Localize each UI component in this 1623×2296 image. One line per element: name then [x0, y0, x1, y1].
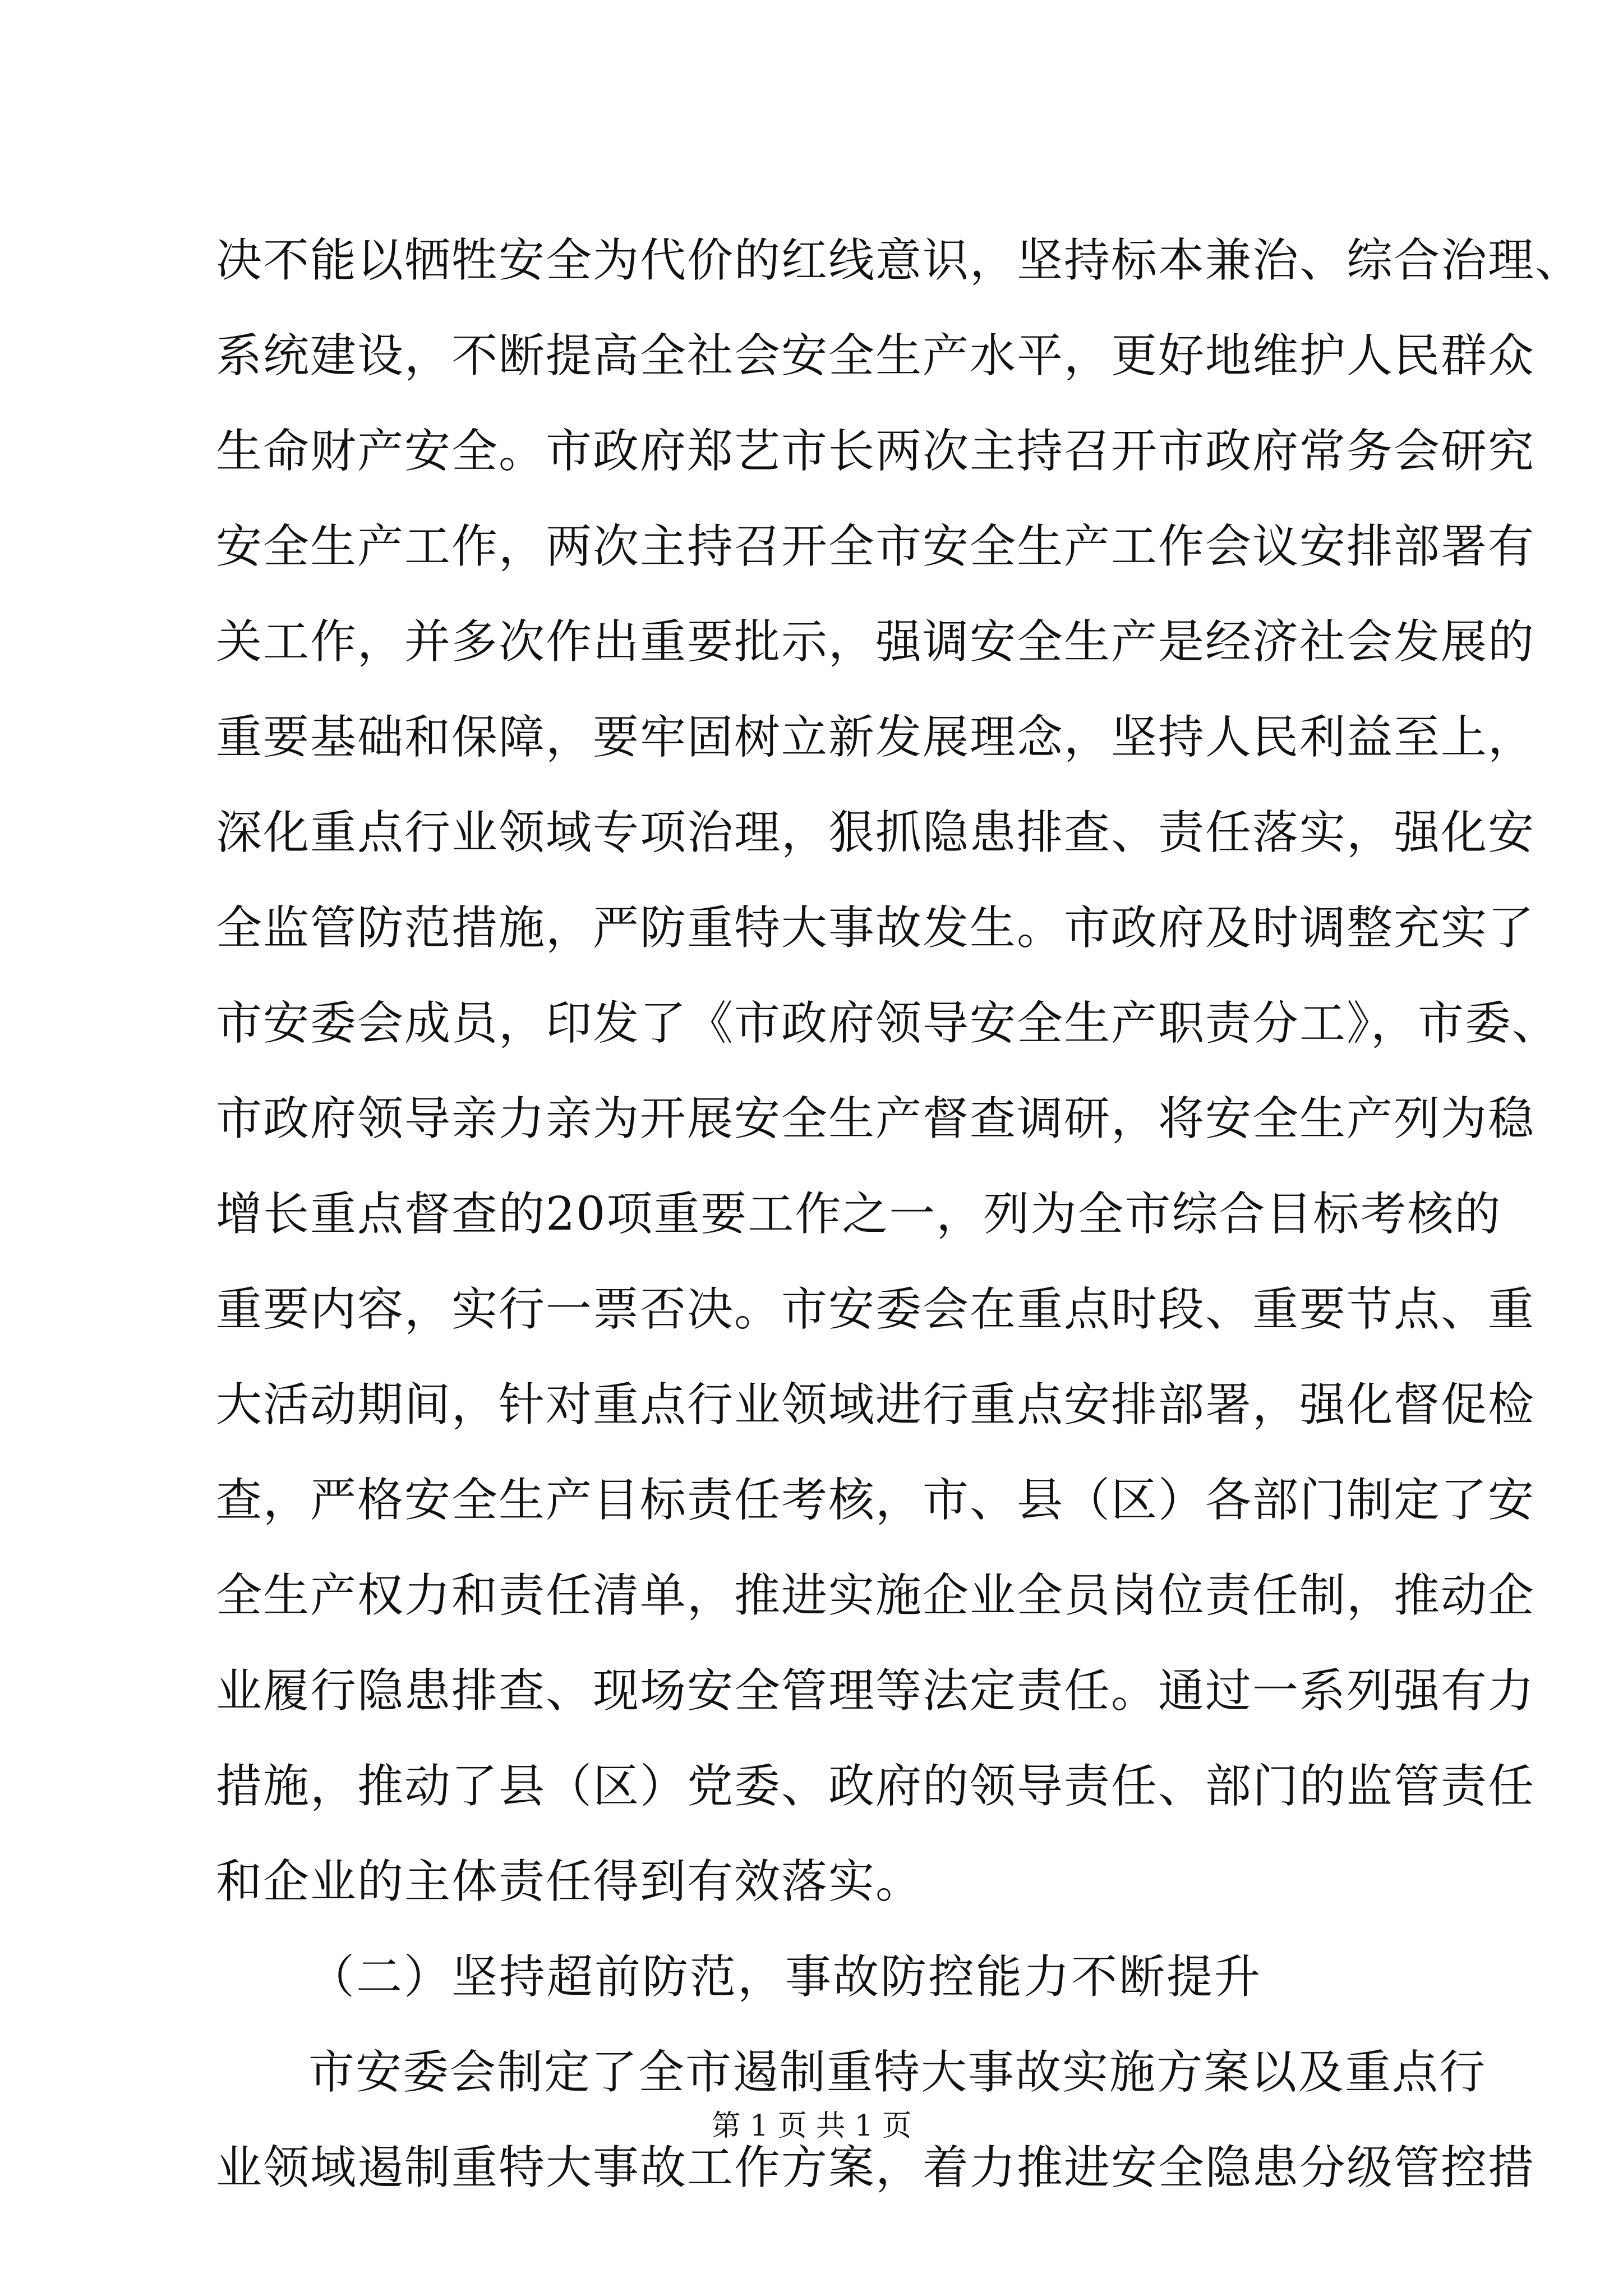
- paragraph-line: 重要基础和保障，要牢固树立新发展理念，坚持人民利益至上，: [216, 711, 1536, 764]
- paragraph-line: 业履行隐患排查、现场安全管理等法定责任。通过一系列强有力: [216, 1664, 1536, 1718]
- paragraph-line: 查，严格安全生产目标责任考核，市、县（区）各部门制定了安: [216, 1474, 1536, 1527]
- paragraph-line: 关工作，并多次作出重要批示，强调安全生产是经济社会发展的: [216, 615, 1536, 669]
- paragraph-line: 和企业的主体责任得到有效落实。: [216, 1855, 923, 1908]
- page-footer: 第 1 页 共 1 页: [711, 2109, 912, 2143]
- paragraph-line: 市安委会成员，印发了《市政府领导安全生产职责分工》，市委、: [216, 997, 1560, 1050]
- paragraph-line: 决不能以牺牲安全为代价的红线意识，坚持标本兼治、综合治理、: [216, 234, 1583, 287]
- section-heading: （二）坚持超前防范，事故防控能力不断提升: [308, 1950, 1262, 2004]
- paragraph-line: 深化重点行业领域专项治理，狠抓隐患排查、责任落实，强化安: [216, 806, 1536, 859]
- paragraph-line: 市政府领导亲力亲为开展安全生产督查调研，将安全生产列为稳: [216, 1092, 1536, 1145]
- paragraph-line: 全监管防范措施，严防重特大事故发生。市政府及时调整充实了: [216, 901, 1536, 955]
- paragraph-line: 大活动期间，针对重点行业领域进行重点安排部署，强化督促检: [216, 1378, 1536, 1432]
- paragraph-line: 系统建设，不断提高全社会安全生产水平，更好地维护人民群众: [216, 329, 1536, 383]
- paragraph-line: 业领域遏制重特大事故工作方案，着力推进安全隐患分级管控措: [216, 2141, 1536, 2194]
- paragraph-line: 增长重点督查的20项重要工作之一，列为全市综合目标考核的: [216, 1188, 1502, 1241]
- paragraph-line: 全生产权力和责任清单，推进实施企业全员岗位责任制，推动企: [216, 1569, 1536, 1622]
- paragraph-line: 措施，推动了县（区）党委、政府的领导责任、部门的监管责任: [216, 1760, 1536, 1813]
- paragraph-line: 生命财产安全。市政府郑艺市长两次主持召开市政府常务会研究: [216, 425, 1536, 478]
- paragraph-line: 重要内容，实行一票否决。市安委会在重点时段、重要节点、重: [216, 1283, 1536, 1336]
- paragraph-line: 安全生产工作，两次主持召开全市安全生产工作会议安排部署有: [216, 520, 1536, 573]
- document-body: [216, 213, 1583, 2216]
- paragraph-line: 市安委会制定了全市遏制重特大事故实施方案以及重点行: [308, 2046, 1487, 2099]
